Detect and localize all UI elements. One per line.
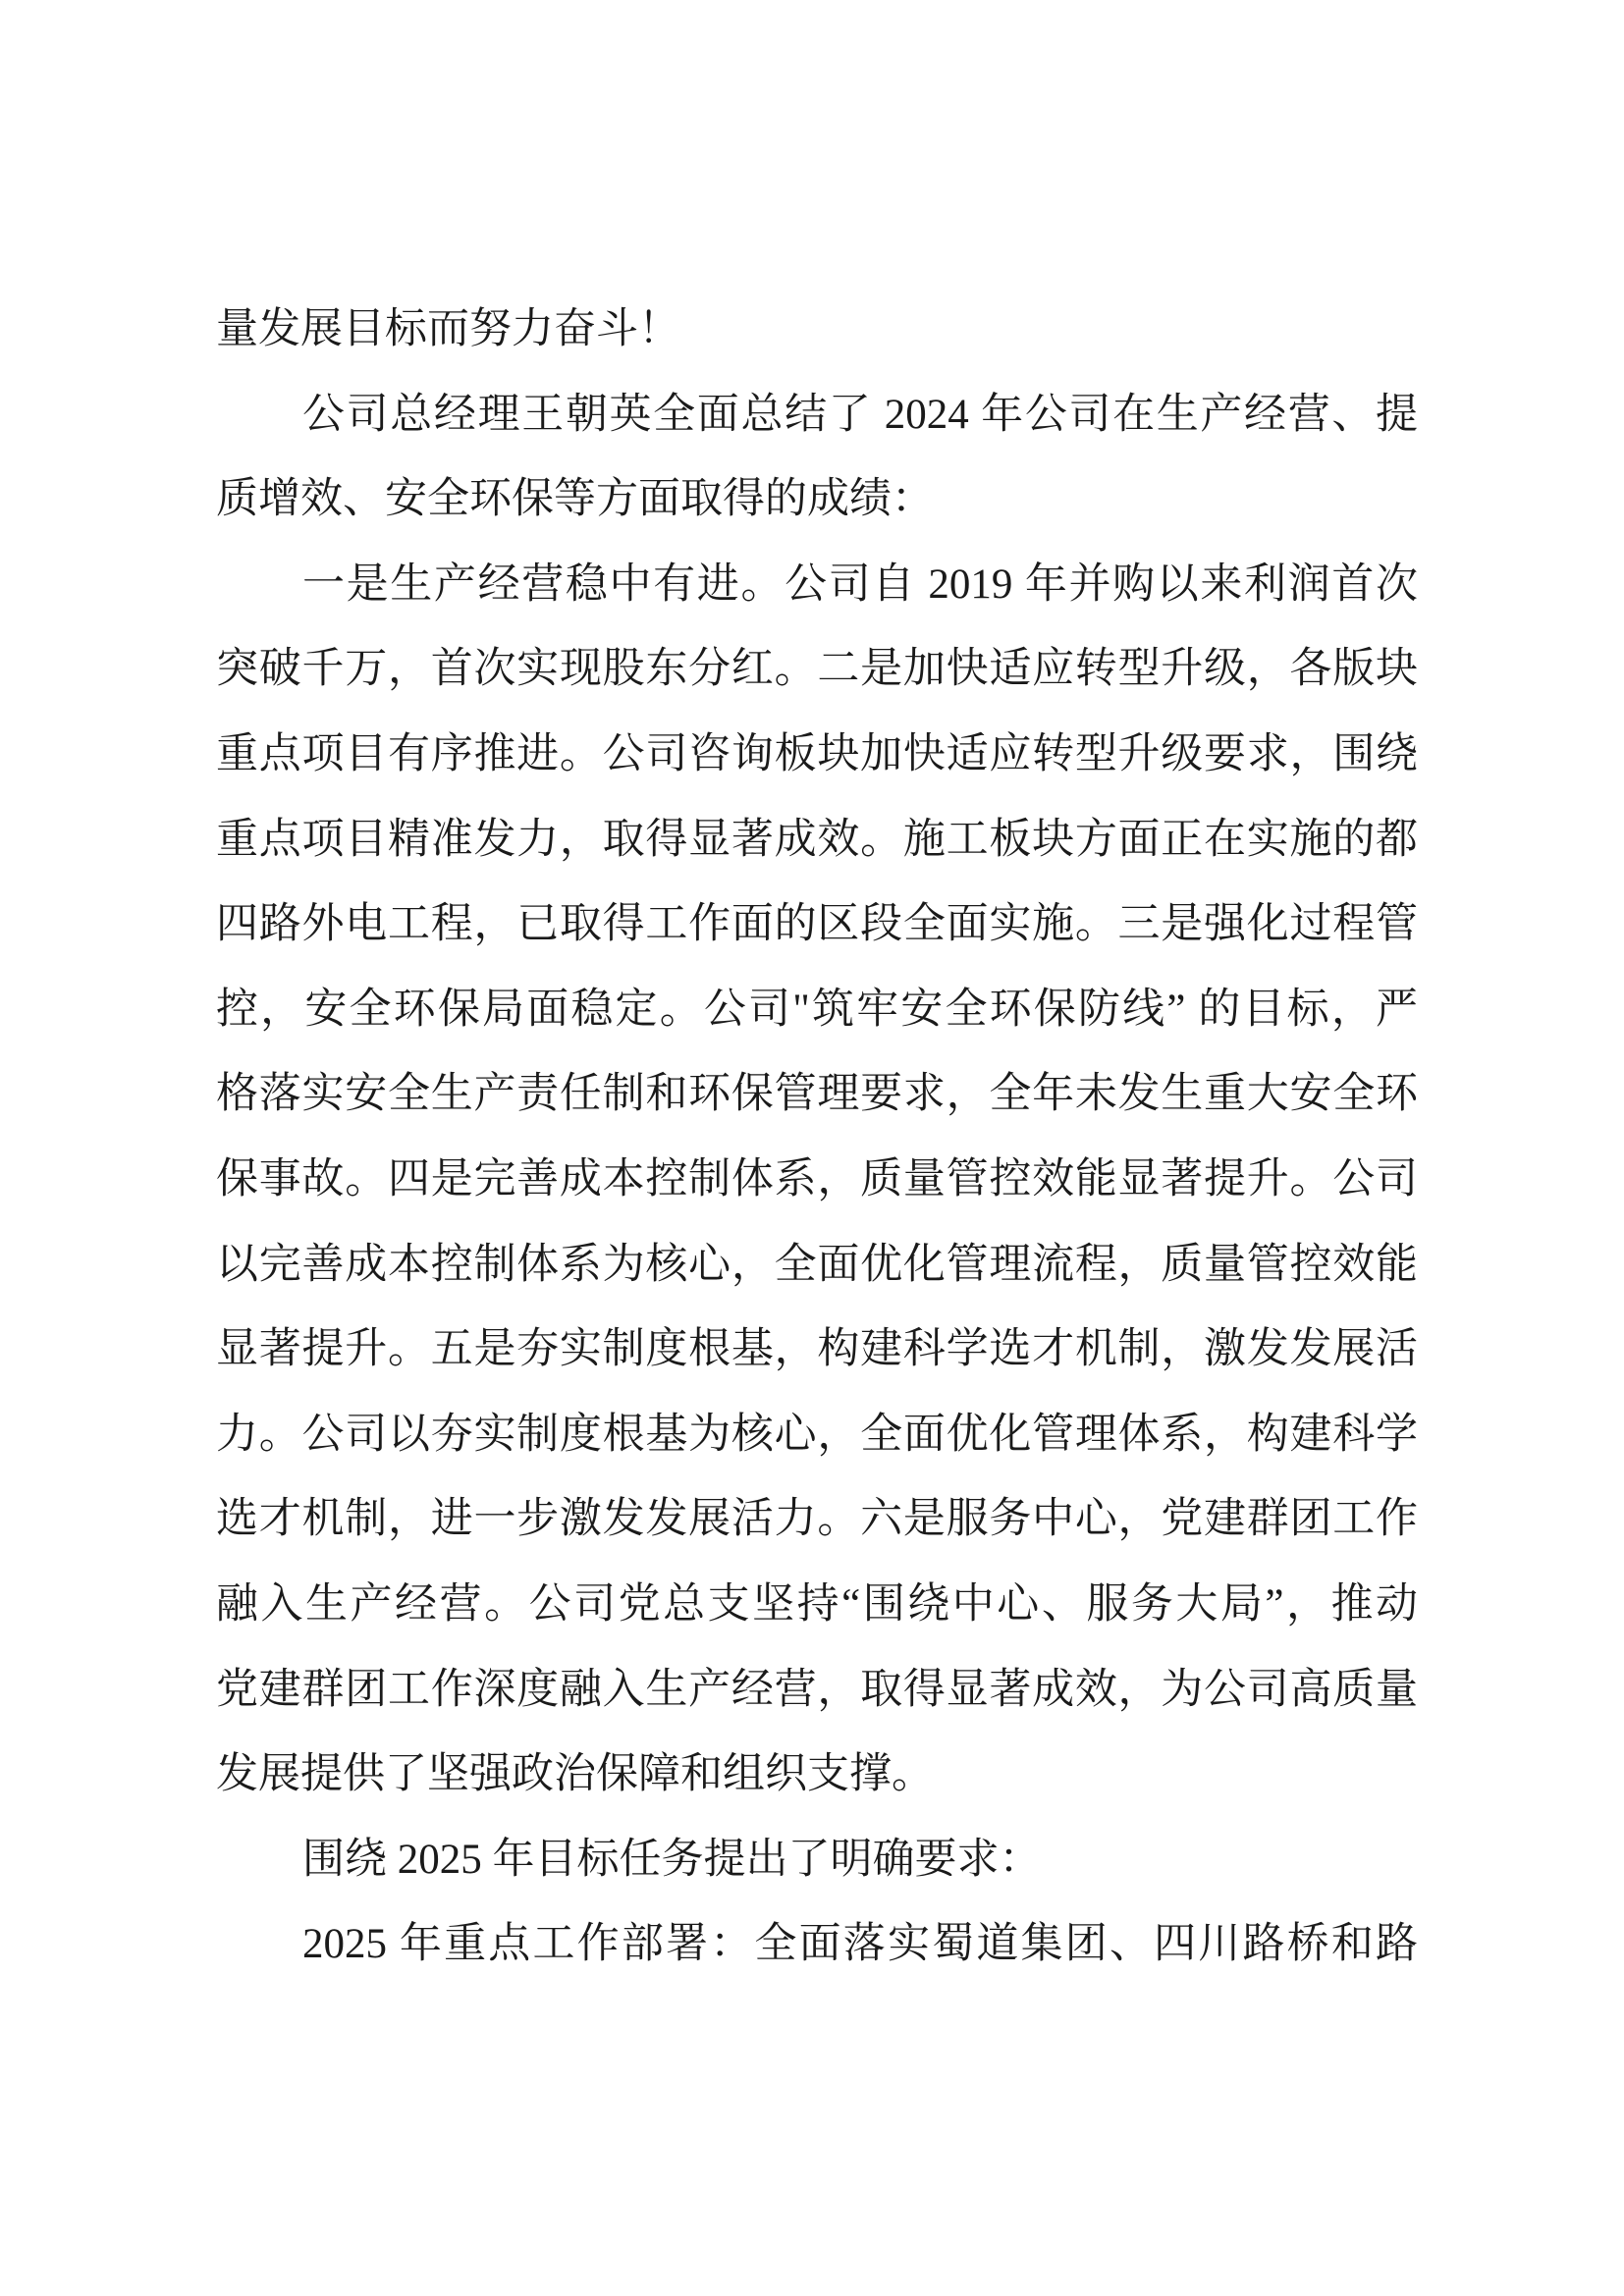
text-line: 以完善成本控制体系为核心，全面优化管理流程，质量管控效能 (216, 1241, 1418, 1288)
text-line: 显著提升。五是夯实制度根基，构建科学选才机制，激发发展活 (216, 1326, 1418, 1373)
text-line: 保事故。四是完善成本控制体系，质量管控效能显著提升。公司 (216, 1155, 1418, 1202)
text-line: 重点项目精准发力，取得显著成效。施工板块方面正在实施的都 (216, 816, 1418, 863)
text-line: 格落实安全生产责任制和环保管理要求，全年未发生重大安全环 (216, 1071, 1418, 1118)
text-line: 重点项目有序推进。公司咨询板块加快适应转型升级要求，围绕 (216, 730, 1418, 777)
text-line: 党建群团工作深度融入生产经营，取得显著成效，为公司高质量 (216, 1666, 1418, 1713)
text-line: 公司总经理王朝英全面总结了 2024 年公司在生产经营、提 (302, 391, 1418, 438)
text-line: 突破千万，首次实现股东分红。二是加快适应转型升级，各版块 (216, 646, 1418, 693)
text-line: 选才机制，进一步激发发展活力。六是服务中心，党建群团工作 (216, 1496, 1418, 1543)
text-line: 围绕 2025 年目标任务提出了明确要求： (302, 1836, 1042, 1883)
text-line: 质增效、安全环保等方面取得的成绩： (216, 476, 934, 523)
text-line: 量发展目标而努力奋斗！ (216, 306, 680, 352)
document-text-block (216, 288, 1418, 1988)
text-line: 控，安全环保局面稳定。公司"筑牢安全环保防线” 的目标，严 (216, 986, 1418, 1033)
text-line: 2025 年重点工作部署：全面落实蜀道集团、四川路桥和路 (302, 1921, 1418, 1968)
text-line: 发展提供了坚强政治保障和组织支撑。 (216, 1751, 934, 1798)
text-line: 力。公司以夯实制度根基为核心，全面优化管理体系，构建科学 (216, 1411, 1418, 1458)
text-line: 四路外电工程，已取得工作面的区段全面实施。三是强化过程管 (216, 901, 1418, 948)
text-line: 融入生产经营。公司党总支坚持“围绕中心、服务大局”，推动 (216, 1580, 1418, 1628)
text-line: 一是生产经营稳中有进。公司自 2019 年并购以来利润首次 (302, 561, 1418, 608)
